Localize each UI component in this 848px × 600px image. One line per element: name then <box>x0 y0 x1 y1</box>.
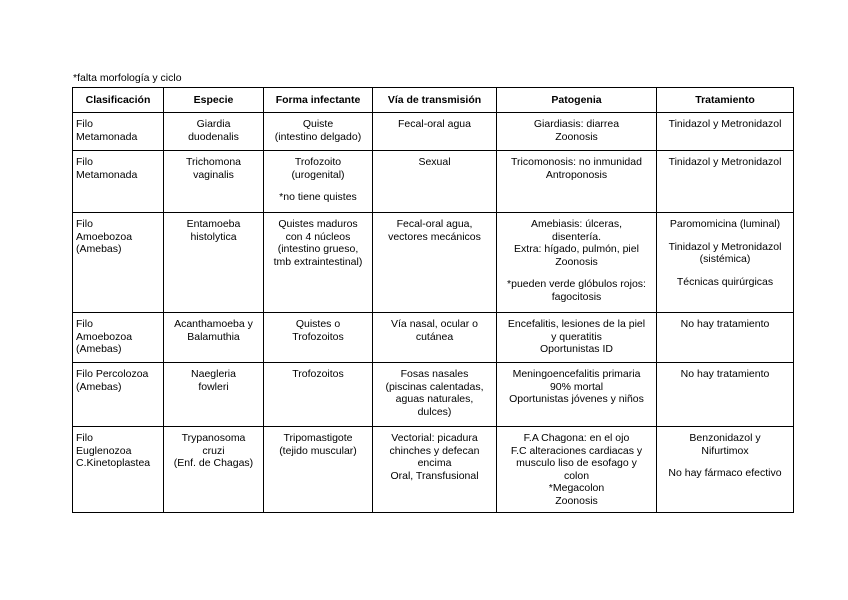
cell-tratamiento: No hay tratamiento <box>657 363 794 427</box>
cell-forma: Quiste (intestino delgado) <box>264 113 373 151</box>
header-via-transmision: Vía de transmisión <box>373 88 497 113</box>
cell-clasificacion: Filo Metamonada <box>73 151 164 213</box>
cell-forma: Tripomastigote (tejido muscular) <box>264 427 373 513</box>
cell-especie: Trypanosoma cruzi (Enf. de Chagas) <box>164 427 264 513</box>
cell-patogenia: Encefalitis, lesiones de la piel y queratitis Oportunistas ID <box>497 313 657 363</box>
cell-via: Fecal-oral agua, vectores mecánicos <box>373 213 497 313</box>
header-forma-infectante: Forma infectante <box>264 88 373 113</box>
header-clasificacion: Clasificación <box>73 88 164 113</box>
cell-patogenia: Tricomonosis: no inmunidad Antroponosis <box>497 151 657 213</box>
cell-clasificacion: Filo Amoebozoa (Amebas) <box>73 213 164 313</box>
cell-via: Fecal-oral agua <box>373 113 497 151</box>
cell-forma: Trofozoitos <box>264 363 373 427</box>
table-row <box>73 213 794 313</box>
cell-via: Sexual <box>373 151 497 213</box>
cell-tratamiento: Tinidazol y Metronidazol <box>657 151 794 213</box>
cell-patogenia: F.A Chagona: en el ojo F.C alteraciones cardiacas y musculo liso de esofago y colon *Megacolon Zoonosis <box>497 427 657 513</box>
cell-forma: Trofozoito (urogenital) *no tiene quistes <box>264 151 373 213</box>
table-note: *falta morfología y ciclo <box>73 72 182 84</box>
header-tratamiento: Tratamiento <box>657 88 794 113</box>
cell-clasificacion: Filo Euglenozoa C.Kinetoplastea <box>73 427 164 513</box>
cell-via: Vía nasal, ocular o cutánea <box>373 313 497 363</box>
table-row <box>73 151 794 213</box>
cell-forma: Quistes o Trofozoitos <box>264 313 373 363</box>
cell-tratamiento: No hay tratamiento <box>657 313 794 363</box>
cell-tratamiento: Tinidazol y Metronidazol <box>657 113 794 151</box>
cell-especie: Trichomona vaginalis <box>164 151 264 213</box>
cell-especie: Entamoeba histolytica <box>164 213 264 313</box>
cell-clasificacion: Filo Amoebozoa (Amebas) <box>73 313 164 363</box>
cell-especie: Giardia duodenalis <box>164 113 264 151</box>
header-especie: Especie <box>164 88 264 113</box>
cell-forma: Quistes maduros con 4 núcleos (intestino grueso, tmb extraintestinal) <box>264 213 373 313</box>
table-row <box>73 113 794 151</box>
cell-patogenia: Giardiasis: diarrea Zoonosis <box>497 113 657 151</box>
table-row <box>73 313 794 363</box>
cell-via: Fosas nasales (piscinas calentadas, aguas naturales, dulces) <box>373 363 497 427</box>
header-row <box>73 88 794 113</box>
cell-patogenia: Amebiasis: úlceras, disentería. Extra: hígado, pulmón, piel Zoonosis *pueden verde glóbulos rojos: fagocitosis <box>497 213 657 313</box>
cell-clasificacion: Filo Metamonada <box>73 113 164 151</box>
parasite-table <box>72 87 794 513</box>
cell-tratamiento: Benzonidazol y Nifurtimox No hay fármaco efectivo <box>657 427 794 513</box>
cell-clasificacion: Filo Percolozoa (Amebas) <box>73 363 164 427</box>
cell-especie: Naegleria fowleri <box>164 363 264 427</box>
header-patogenia: Patogenia <box>497 88 657 113</box>
table-row <box>73 427 794 513</box>
cell-patogenia: Meningoencefalitis primaria 90% mortal Oportunistas jóvenes y niños <box>497 363 657 427</box>
table-row <box>73 363 794 427</box>
cell-especie: Acanthamoeba y Balamuthia <box>164 313 264 363</box>
cell-tratamiento: Paromomicina (luminal) Tinidazol y Metronidazol (sistémica) Técnicas quirúrgicas <box>657 213 794 313</box>
cell-via: Vectorial: picadura chinches y defecan encima Oral, Transfusional <box>373 427 497 513</box>
